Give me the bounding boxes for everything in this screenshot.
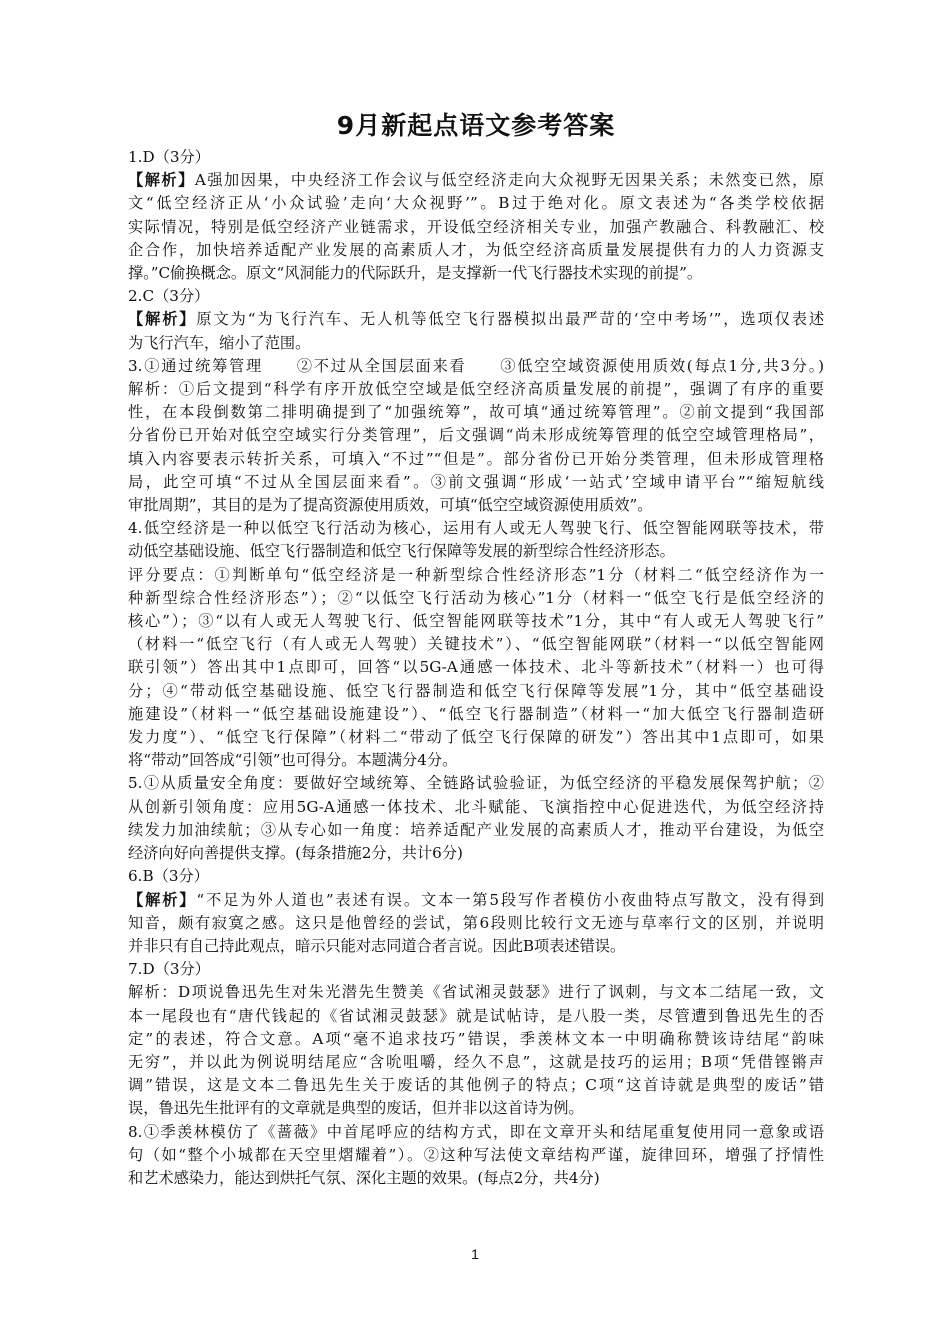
text-line	[128, 772, 824, 795]
text-line	[128, 981, 824, 1004]
line-text: 7.D（3分）	[128, 960, 210, 979]
text-line	[128, 401, 824, 424]
line-text: 5.①从质量安全角度：要做好空域统筹、全链路试验验证，为低空经济的平稳发展保驾护航；②	[128, 774, 824, 793]
text-line	[128, 958, 824, 981]
line-text: 解析：①后文提到“科学有序开放低空空域是低空经济高质量发展的前提”，强调了有序的重要	[128, 380, 824, 399]
line-text: 和艺术感染力，能达到烘托气氛、深化主题的效果。(每点2分，共4分)	[128, 1168, 600, 1187]
line-text: 文“低空经济正从‘小众试验’走向‘大众视野’”。B过于绝对化。原文表述为“各类学校依据	[128, 194, 824, 213]
text-line	[128, 680, 824, 703]
line-text: 原文为“为飞行汽车、无人机等低空飞行器模拟出最严苛的‘空中考场’”，选项仅表述	[196, 310, 824, 329]
text-line	[128, 819, 824, 842]
line-text: 企合作，加快培养适配产业发展的高素质人才，为低空经济高质量发展提供有力的人力资源支	[128, 240, 824, 259]
text-line	[128, 355, 824, 378]
line-text: 分；④“带动低空基础设施、低空飞行器制造和低空飞行保障等发展”1分，其中“低空基础设	[128, 681, 824, 700]
line-text: 经济向好向善提供支撑。(每条措施2分，共计6分)	[128, 844, 463, 863]
text-line	[128, 865, 824, 888]
line-text: 发力度”）、“低空飞行保障”（材料二“带动了低空飞行保障的研发”）答出其中1点即可，如果	[128, 728, 824, 747]
line-text: 将“带动”回答成“引领”也可得分。本题满分4分。	[128, 751, 458, 770]
line-text: 续发力加油续航；③从专心如一角度：培养适配产业发展的高素质人才，推动平台建设，为低空	[128, 820, 824, 839]
text-line	[128, 1005, 824, 1028]
text-line	[128, 169, 824, 192]
text-line	[128, 262, 824, 285]
text-line	[128, 587, 824, 610]
line-text: 并非只有自己持此观点，暗示只能对志同道合者言说。因此B项表述错误。	[128, 936, 626, 955]
text-line	[128, 633, 824, 656]
text-line	[128, 796, 824, 819]
text-line	[128, 332, 824, 355]
line-text: 调”错误，这是文本二鲁迅先生关于废话的其他例子的特点；C项“这首诗就是典型的废话”错	[128, 1076, 824, 1095]
document-title: 9月新起点语文参考答案	[336, 111, 616, 140]
line-text: 解析：D项说鲁迅先生对朱光潜先生赞美《省试湘灵鼓瑟》进行了讽刺，与文本二结尾一致，文	[128, 983, 824, 1002]
text-line	[128, 239, 824, 262]
line-text: 分省份已开始对低空空域实行分类管理”，后文强调“尚未形成统筹管理的低空空域管理格局”，	[128, 426, 824, 445]
text-line	[128, 889, 824, 912]
text-line	[128, 726, 824, 749]
line-text: （材料一“低空飞行（有人或无人驾驶）关键技术”）、“低空智能网联”（材料一“以低空智能网	[128, 635, 824, 654]
text-line	[128, 1028, 824, 1051]
line-text: 为飞行汽车，缩小了范围。	[128, 333, 311, 352]
text-line	[128, 424, 824, 447]
text-line	[128, 1097, 824, 1120]
page-number: 1	[471, 1246, 479, 1262]
text-line	[128, 448, 824, 471]
text-line	[128, 378, 824, 401]
analysis-tag: 【解析】	[128, 171, 195, 190]
line-text: 局，此空可填“不过从全国层面来看”。③前文强调“形成‘一站式’空域申请平台”“缩短航线	[128, 472, 824, 491]
text-line	[128, 146, 824, 169]
text-line	[128, 216, 824, 239]
analysis-tag: 【解析】	[128, 310, 197, 329]
text-line	[128, 610, 824, 633]
text-line	[128, 1051, 824, 1074]
line-text: “不足为外人道也”表述有误。文本一第5段写作者模仿小夜曲特点写散文，没有得到	[196, 890, 824, 909]
line-text: 种新型综合性经济形态”）；②“以低空飞行活动为核心”1分（材料一“低空飞行是低空经济的	[128, 588, 824, 607]
text-line	[128, 1167, 824, 1190]
text-line	[128, 1074, 824, 1097]
answer-body	[128, 146, 824, 1190]
text-line	[128, 703, 824, 726]
line-text: 6.B（3分）	[128, 867, 209, 886]
analysis-tag: 【解析】	[128, 890, 197, 909]
text-line	[128, 308, 824, 331]
line-text: 从创新引领角度：应用5G-A通感一体技术、北斗赋能、飞演指控中心促进迭代，为低空经济持	[128, 797, 824, 816]
text-line	[128, 842, 824, 865]
line-text: 本一尾段也有“唐代钱起的《省试湘灵鼓瑟》就是试帖诗，是八股一类，尽管遭到鲁迅先生的否	[128, 1006, 824, 1025]
line-text: 句（如“整个小城都在天空里熠耀着”）。②这种写法使文章结构严谨，旋律回环，增强了抒情性	[128, 1145, 824, 1164]
line-text: 施建设”（材料一“低空基础设施建设”）、“低空飞行器制造”（材料一“加大低空飞行器制造研	[128, 704, 824, 723]
line-text: 核心”）；③“以有人或无人驾驶飞行、低空智能网联等技术”1分，其中“有人或无人驾驶飞行”	[128, 612, 824, 631]
line-text: 1.D（3分）	[128, 148, 210, 166]
line-text: 2.C（3分）	[128, 287, 210, 306]
line-text: 联引领”）答出其中1点即可，回答“以5G-A通感一体技术、北斗等新技术”（材料一）也可得	[128, 658, 824, 677]
text-line	[128, 540, 824, 563]
line-text: 动低空基础设施、低空飞行器制造和低空飞行保障等发展的新型综合性经济形态。	[128, 542, 675, 561]
line-text: 无穷”，并以此为例说明结尾应“含吮咀嚼，经久不息”，这就是技巧的运用；B项“凭借铿锵声	[128, 1052, 824, 1071]
text-line	[128, 749, 824, 772]
line-text: A强加因果，中央经济工作会议与低空经济走向大众视野无因果关系；未然变已然，原	[194, 171, 824, 190]
line-text: 审批周期”，其目的是为了提高资源使用质效，可填“低空空域资源使用质效”。	[128, 496, 653, 515]
line-text: 撑。”C偷换概念。原文“风洞能力的代际跃升，是支撑新一代飞行器技术实现的前提”。	[128, 264, 703, 283]
line-text: 定”的表述，符合文意。A项“毫不追求技巧”错误，季羡林文本一中明确称赞该诗结尾“韵味	[128, 1029, 824, 1048]
text-line	[128, 517, 824, 540]
text-line	[128, 935, 824, 958]
text-line	[128, 656, 824, 679]
document-page	[128, 108, 824, 1190]
text-line	[128, 912, 824, 935]
line-text: 评分要点：①判断单句“低空经济是一种新型综合性经济形态”1分（材料二“低空经济作为一	[128, 565, 824, 584]
text-line	[128, 285, 824, 308]
text-line	[128, 564, 824, 587]
text-line	[128, 494, 824, 517]
line-text: 填入内容要表示转折关系，可填入“不过”“但是”。部分省份已开始分类管理，但未形成管理格	[128, 449, 824, 468]
line-text: 8.①季羡林模仿了《蔷薇》中首尾呼应的结构方式，即在文章开头和结尾重复使用同一意象或语	[128, 1122, 824, 1141]
text-line	[128, 192, 824, 215]
line-text: 知音，颇有寂寞之感。这只是他曾经的尝试，第6段则比较行文无迹与草率行文的区别，并说明	[128, 913, 824, 932]
line-text: 实际情况，特别是低空经济产业链需求，开设低空经济相关专业，加强产教融合、科教融汇、校	[128, 217, 824, 236]
line-text: 4.低空经济是一种以低空飞行活动为核心，运用有人或无人驾驶飞行、低空智能网联等技术，带	[128, 519, 824, 538]
line-text: 性，在本段倒数第二排明确提到了“加强统筹”，故可填“通过统筹管理”。②前文提到“我国部	[128, 403, 824, 422]
line-text: 3.①通过统筹管理 ②不过从全国层面来看 ③低空空域资源使用质效(每点1分,共3分。)	[128, 356, 824, 375]
text-line	[128, 471, 824, 494]
text-line	[128, 1144, 824, 1167]
text-line	[128, 1121, 824, 1144]
line-text: 误，鲁迅先生批评有的文章就是典型的废话，但并非以这首诗为例。	[128, 1099, 584, 1118]
